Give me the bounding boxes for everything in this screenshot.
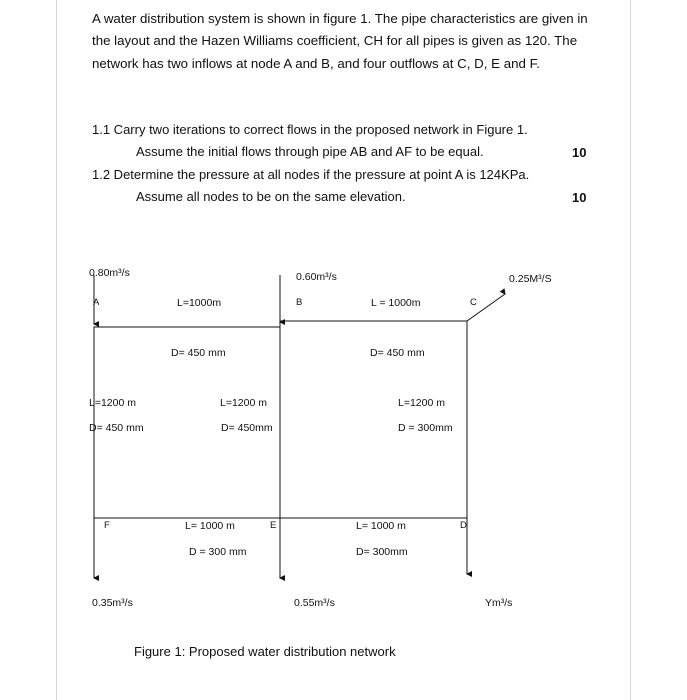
pipe-bc-diameter: D= 450 mm	[370, 347, 425, 359]
inflow-a-label: 0.80m³/s	[89, 267, 130, 279]
node-e-label: E	[270, 520, 277, 531]
node-c-label: C	[470, 297, 477, 308]
question-1-1: 1.1 Carry two iterations to correct flows in the proposed network in Figure 1.	[92, 122, 528, 137]
question-1-2: 1.2 Determine the pressure at all nodes if the pressure at point A is 124KPa.	[92, 167, 530, 182]
question-1-2-marks: 10	[572, 190, 587, 205]
pipe-fe-length: L= 1000 m	[185, 520, 235, 532]
pipe-af-length: L=1200 m	[89, 397, 136, 409]
outflow-e-label: 0.55m³/s	[294, 597, 335, 609]
node-d-label: D	[460, 520, 467, 531]
pipe-be-length: L=1200 m	[220, 397, 267, 409]
pipe-ed-length: L= 1000 m	[356, 520, 406, 532]
node-b-label: B	[296, 297, 303, 308]
pipe-ab-length: L=1000m	[177, 297, 222, 309]
outflow-c-label: 0.25M³/S	[509, 273, 552, 285]
node-f-label: F	[104, 520, 110, 531]
outflow-d-label: Ym³/s	[485, 597, 513, 609]
outflow-f-label: 0.35m³/s	[92, 597, 133, 609]
pipe-bc-length: L = 1000m	[371, 297, 421, 309]
intro-paragraph: A water distribution system is shown in figure 1. The pipe characteristics are given in the layout and the Hazen Williams coefficient, CH for all pipes is given as 120. The network has two inflows at node A and B, and four outflows at C, D, E and F.	[92, 11, 588, 71]
question-1-1-marks: 10	[572, 145, 587, 160]
pipe-ed-diameter: D= 300mm	[356, 546, 408, 558]
pipe-be-diameter: D= 450mm	[221, 422, 273, 434]
pipe-cd-length: L=1200 m	[398, 397, 445, 409]
figure-caption: Figure 1: Proposed water distribution network	[134, 644, 396, 659]
pipe-ab-diameter: D= 450 mm	[171, 347, 226, 359]
question-1-2-note: Assume all nodes to be on the same elevation.	[136, 189, 406, 204]
node-a-label: A	[93, 297, 100, 308]
inflow-b-label: 0.60m³/s	[296, 271, 337, 283]
pipe-cd-diameter: D = 300mm	[398, 422, 453, 434]
pipe-af-diameter: D= 450 mm	[89, 422, 144, 434]
question-1-1-note: Assume the initial flows through pipe AB and AF to be equal.	[136, 144, 484, 159]
pipe-fe-diameter: D = 300 mm	[189, 546, 247, 558]
